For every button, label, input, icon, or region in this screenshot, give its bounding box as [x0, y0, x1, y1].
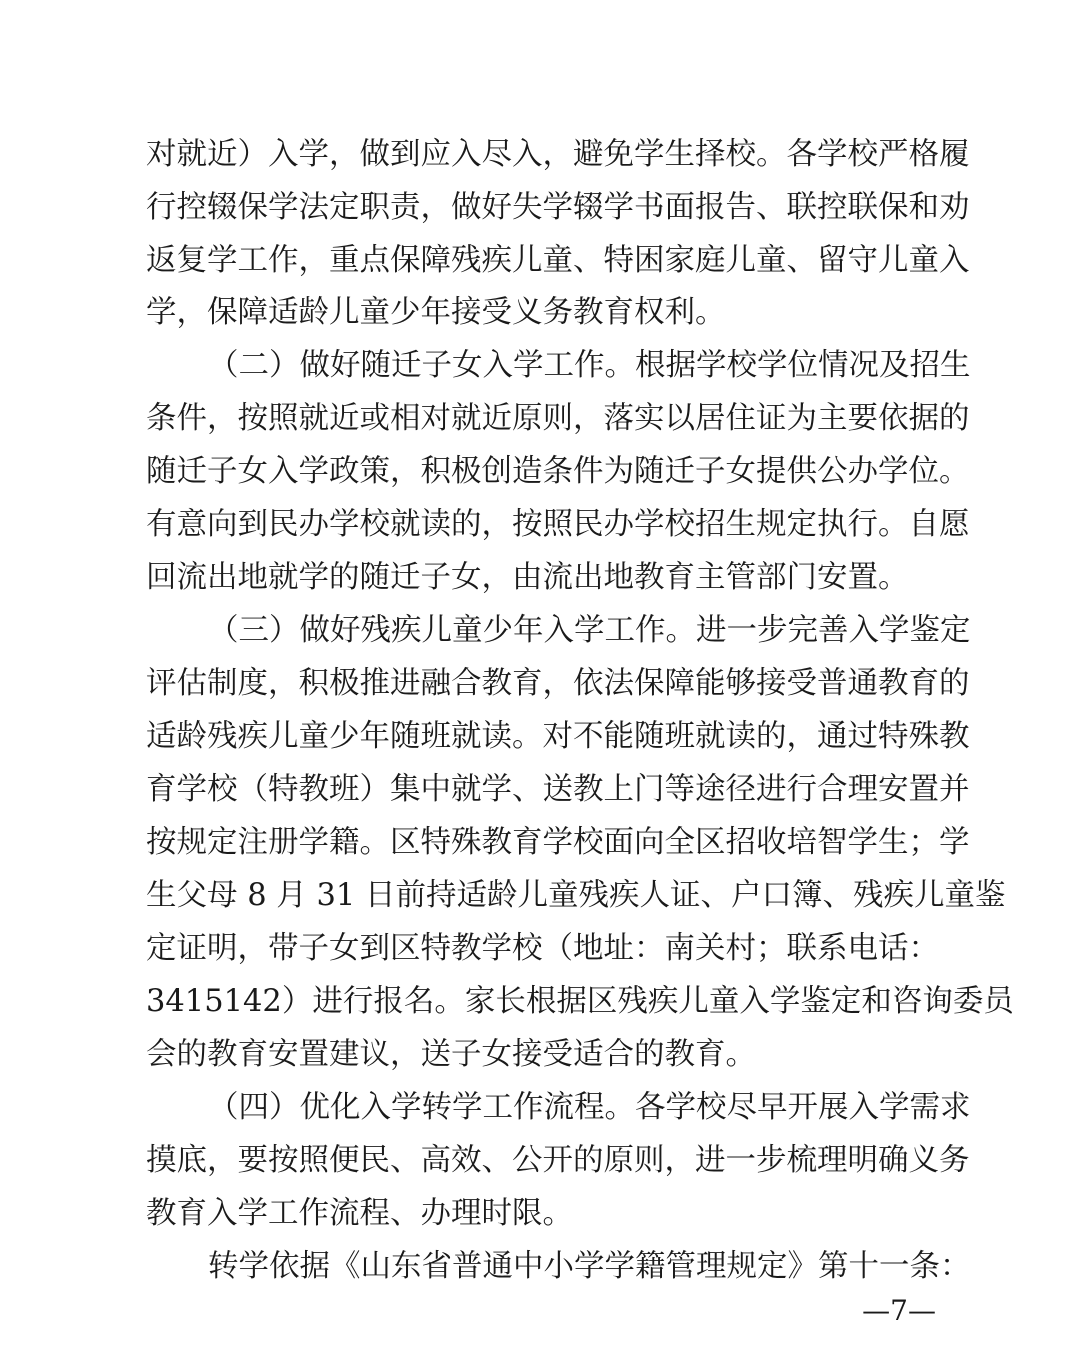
text-line: 评估制度，积极推进融合教育，依法保障能够接受普通教育的	[146, 666, 970, 701]
text-line: 生父母 8 月 31 日前持适龄儿童残疾人证、户口簿、残疾儿童鉴	[146, 878, 1006, 913]
text-line: 适龄残疾儿童少年随班就读。对不能随班就读的，通过特殊教	[146, 719, 970, 754]
text-line: 按规定注册学籍。区特殊教育学校面向全区招收培智学生；学	[146, 825, 970, 860]
paragraph-heading-line: （四）优化入学转学工作流程。各学校尽早开展入学需求	[208, 1090, 971, 1125]
paragraph-heading-line: （二）做好随迁子女入学工作。根据学校学位情况及招生	[208, 348, 971, 383]
text-line: 有意向到民办学校就读的，按照民办学校招生规定执行。自愿	[146, 507, 970, 542]
text-line: 对就近）入学，做到应入尽入，避免学生择校。各学校严格履	[146, 137, 970, 172]
text-line: 学，保障适龄儿童少年接受义务教育权利。	[146, 295, 726, 330]
text-line: 3415142）进行报名。家长根据区残疾儿童入学鉴定和咨询委员	[146, 984, 1014, 1019]
text-line: 条件，按照就近或相对就近原则，落实以居住证为主要依据的	[146, 401, 970, 436]
page-number: —7—	[862, 1294, 936, 1327]
text-line: 回流出地就学的随迁子女，由流出地教育主管部门安置。	[146, 560, 909, 595]
text-line: 摸底，要按照便民、高效、公开的原则，进一步梳理明确义务	[146, 1143, 970, 1178]
text-line: 育学校（特教班）集中就学、送教上门等途径进行合理安置并	[146, 772, 970, 807]
text-line: 会的教育安置建议，送子女接受适合的教育。	[146, 1037, 756, 1072]
text-line: 定证明，带子女到区特教学校（地址：南关村；联系电话：	[146, 931, 939, 966]
text-line: 教育入学工作流程、办理时限。	[146, 1196, 573, 1231]
paragraph-heading-line: （三）做好残疾儿童少年入学工作。进一步完善入学鉴定	[208, 613, 971, 648]
text-line: 行控辍保学法定职责，做好失学辍学书面报告、联控联保和劝	[146, 190, 970, 225]
paragraph-line: 转学依据《山东省普通中小学学籍管理规定》第十一条：	[208, 1249, 971, 1284]
text-line: 随迁子女入学政策，积极创造条件为随迁子女提供公办学位。	[146, 454, 970, 489]
text-line: 返复学工作，重点保障残疾儿童、特困家庭儿童、留守儿童入	[146, 243, 970, 278]
